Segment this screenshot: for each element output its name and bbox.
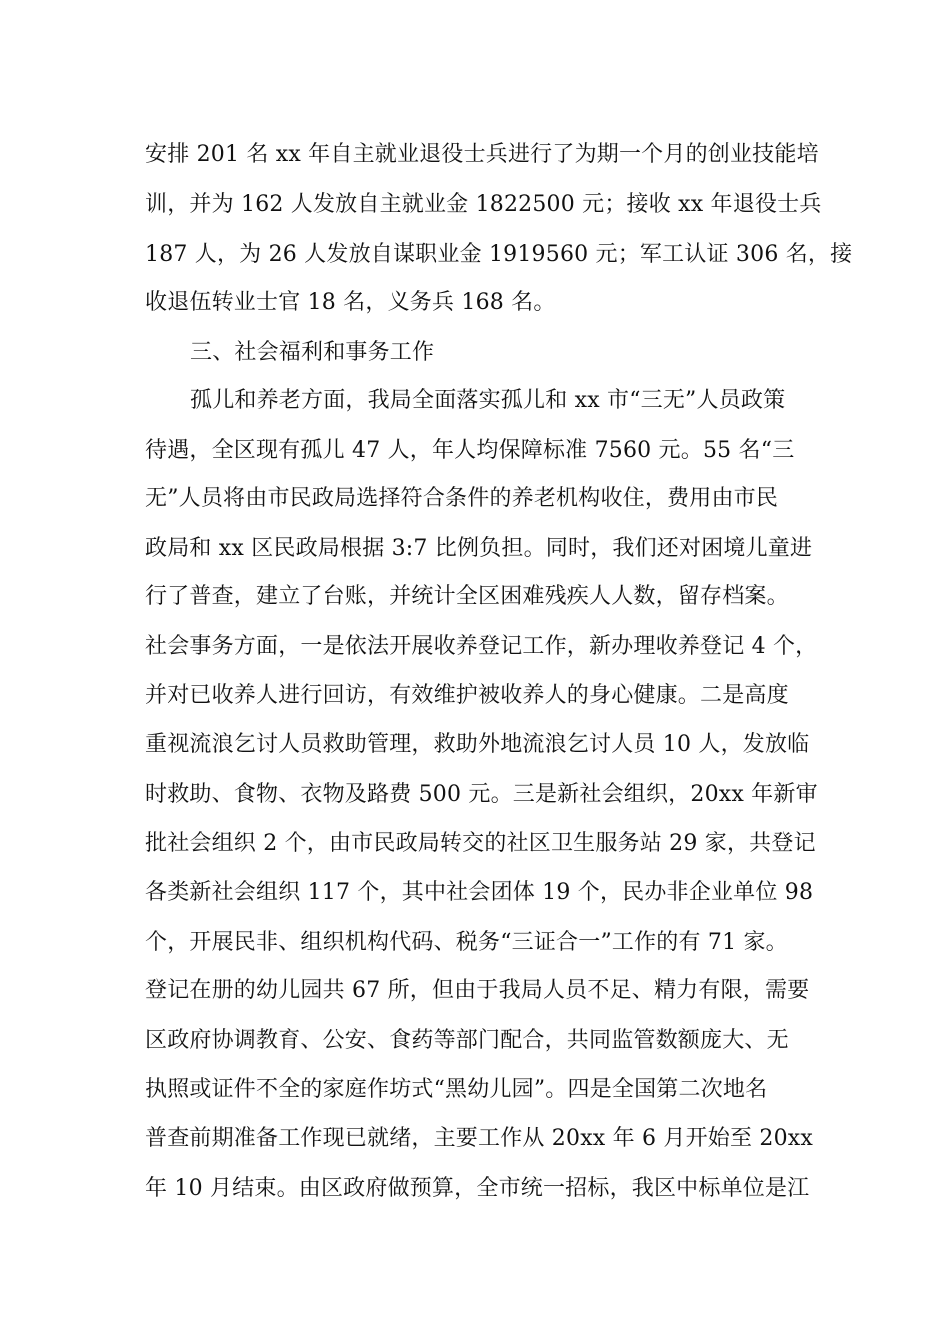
text-line-4: 收退伍转业士官 18 名，义务兵 168 名。 [145, 290, 556, 315]
text-line-16: 各类新社会组织 117 个，其中社会团体 19 个，民办非企业单位 98 [145, 880, 814, 905]
text-line-20: 执照或证件不全的家庭作坊式“黑幼儿园”。四是全国第二次地名 [145, 1077, 768, 1102]
text-line-11: 社会事务方面，一是依法开展收养登记工作，新办理收养登记 4 个， [145, 634, 818, 659]
text-line-9: 政局和 xx 区民政局根据 3:7 比例负担。同时，我们还对困境儿童进 [145, 536, 813, 561]
text-line-2: 训，并为 162 人发放自主就业金 1822500 元；接收 xx 年退役士兵 [145, 192, 822, 217]
text-line-14: 时救助、食物、衣物及路费 500 元。三是新社会组织，20xx 年新审 [145, 782, 818, 807]
section-heading: 三、社会福利和事务工作 [190, 340, 435, 365]
text-line-7: 待遇，全区现有孤儿 47 人，年人均保障标准 7560 元。55 名“三 [145, 438, 795, 463]
text-line-10: 行了普查，建立了台账，并统计全区困难残疾人人数，留存档案。 [145, 584, 789, 609]
text-line-15: 批社会组织 2 个，由市民政局转交的社区卫生服务站 29 家，共登记 [145, 831, 816, 856]
text-line-6: 孤儿和养老方面，我局全面落实孤儿和 xx 市“三无”人员政策 [190, 388, 786, 413]
text-line-8: 无”人员将由市民政局选择符合条件的养老机构收住，费用由市民 [145, 486, 779, 511]
text-line-19: 区政府协调教育、公安、食药等部门配合，共同监管数额庞大、无 [145, 1028, 789, 1053]
text-line-21: 普查前期准备工作现已就绪，主要工作从 20xx 年 6 月开始至 20xx [145, 1126, 813, 1151]
text-line-3: 187 人，为 26 人发放自谋职业金 1919560 元；军工认证 306 名，接 [145, 242, 853, 267]
text-line-12: 并对已收养人进行回访，有效维护被收养人的身心健康。二是高度 [145, 683, 789, 708]
text-line-1: 安排 201 名 xx 年自主就业退役士兵进行了为期一个月的创业技能培 [145, 142, 819, 167]
text-line-22: 年 10 月结束。由区政府做预算，全市统一招标，我区中标单位是江 [145, 1176, 810, 1201]
text-line-13: 重视流浪乞讨人员救助管理，救助外地流浪乞讨人员 10 人，发放临 [145, 732, 810, 757]
text-line-18: 登记在册的幼儿园共 67 所，但由于我局人员不足、精力有限，需要 [145, 978, 810, 1003]
text-line-17: 个，开展民非、组织机构代码、税务“三证合一”工作的有 71 家。 [145, 930, 788, 955]
